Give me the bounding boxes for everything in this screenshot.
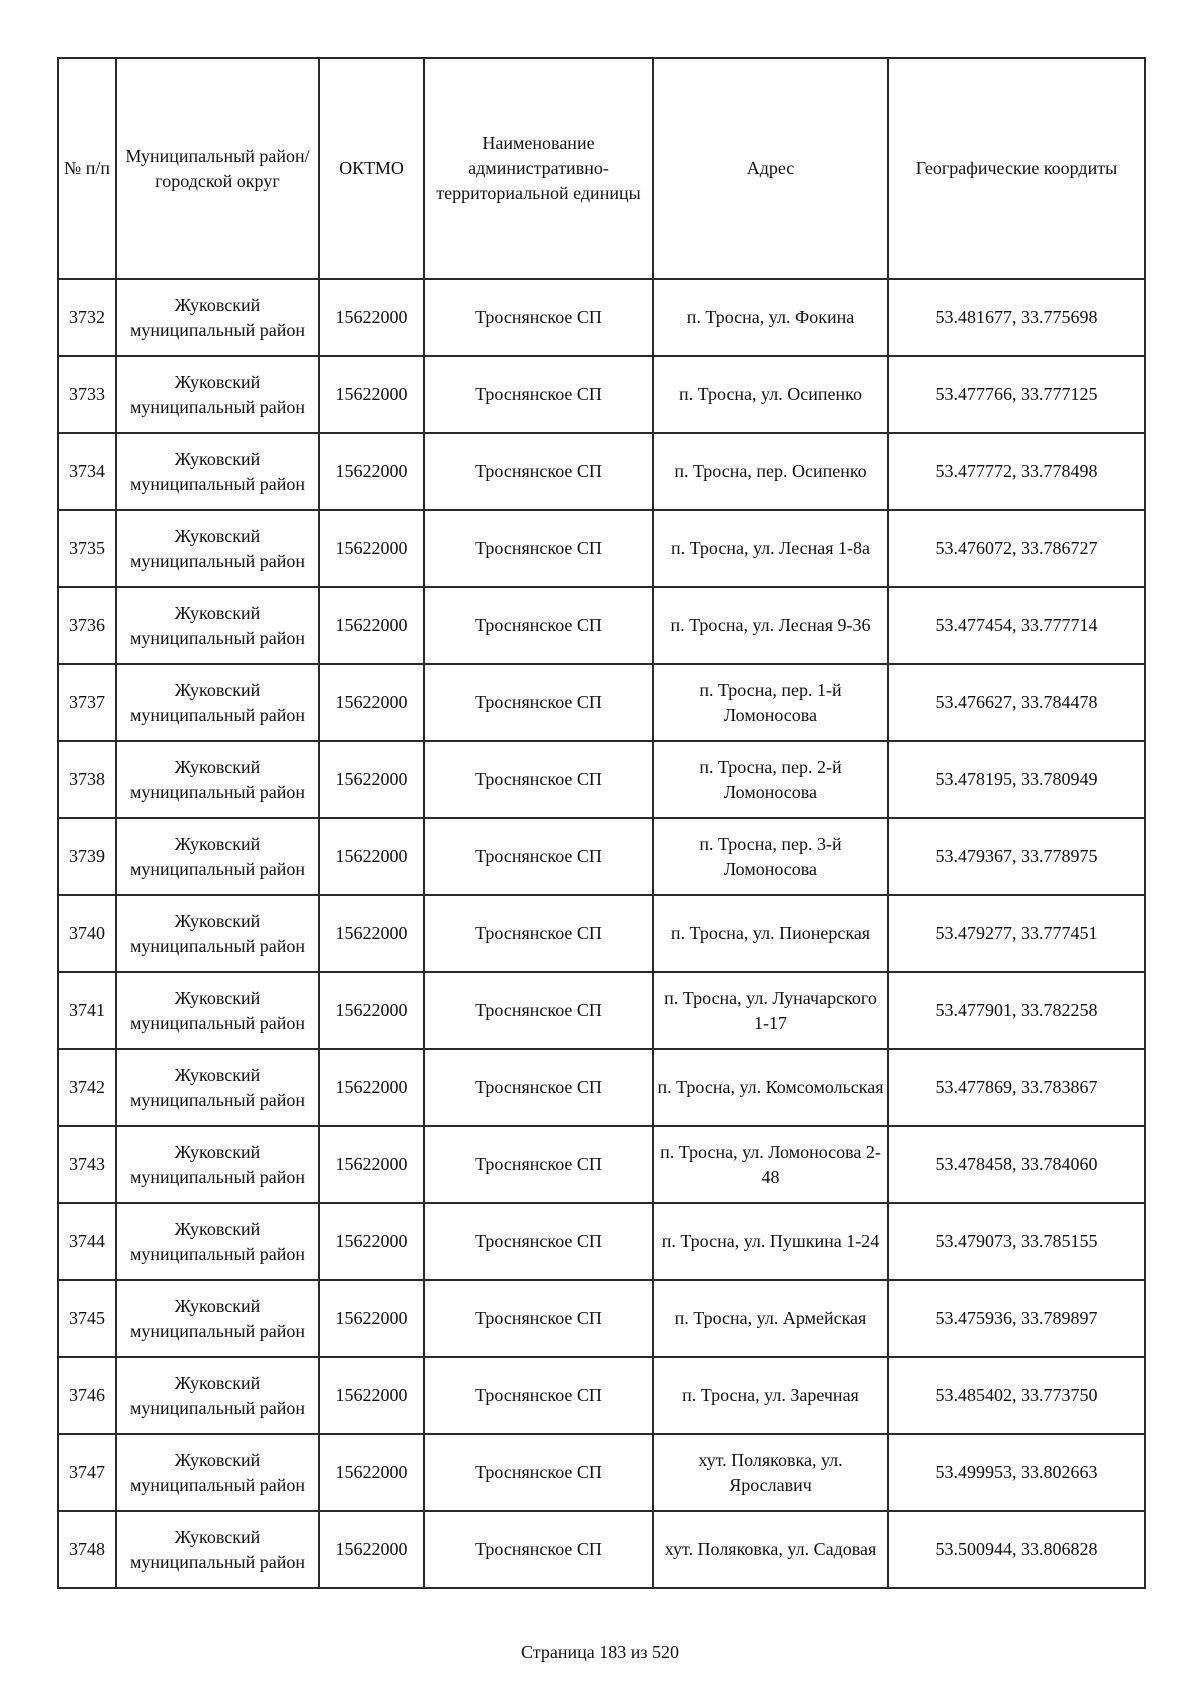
table-header xyxy=(58,58,1145,279)
cell-num: 3737 xyxy=(58,664,116,741)
cell-num: 3735 xyxy=(58,510,116,587)
header-coords: Географические коордиты xyxy=(888,58,1145,279)
cell-num: 3741 xyxy=(58,972,116,1049)
cell-district: Жуковский муниципальный район xyxy=(116,1357,319,1434)
cell-unit: Троснянское СП xyxy=(424,433,653,510)
header-num: № п/п xyxy=(58,58,116,279)
cell-num: 3748 xyxy=(58,1511,116,1588)
cell-num: 3732 xyxy=(58,279,116,356)
cell-unit: Троснянское СП xyxy=(424,741,653,818)
cell-address: п. Тросна, пер. Осипенко xyxy=(653,433,888,510)
cell-oktmo: 15622000 xyxy=(319,741,424,818)
cell-address: п. Тросна, ул. Фокина xyxy=(653,279,888,356)
cell-oktmo: 15622000 xyxy=(319,664,424,741)
cell-unit: Троснянское СП xyxy=(424,972,653,1049)
cell-oktmo: 15622000 xyxy=(319,1357,424,1434)
cell-district: Жуковский муниципальный район xyxy=(116,1434,319,1511)
cell-num: 3733 xyxy=(58,356,116,433)
cell-num: 3743 xyxy=(58,1126,116,1203)
cell-unit: Троснянское СП xyxy=(424,818,653,895)
header-unit: Наименование административно-территориальной единицы xyxy=(424,58,653,279)
table-row xyxy=(58,664,1145,741)
cell-coords: 53.478458, 33.784060 xyxy=(888,1126,1145,1203)
page-number: Страница 183 из 520 xyxy=(521,1642,679,1662)
header-district: Муниципальный район/городской округ xyxy=(116,58,319,279)
table-row xyxy=(58,433,1145,510)
cell-coords: 53.479367, 33.778975 xyxy=(888,818,1145,895)
header-oktmo: ОКТМО xyxy=(319,58,424,279)
cell-district: Жуковский муниципальный район xyxy=(116,1511,319,1588)
cell-unit: Троснянское СП xyxy=(424,895,653,972)
cell-unit: Троснянское СП xyxy=(424,356,653,433)
cell-coords: 53.479073, 33.785155 xyxy=(888,1203,1145,1280)
cell-num: 3736 xyxy=(58,587,116,664)
cell-oktmo: 15622000 xyxy=(319,279,424,356)
cell-coords: 53.477766, 33.777125 xyxy=(888,356,1145,433)
cell-district: Жуковский муниципальный район xyxy=(116,1049,319,1126)
header-address: Адрес xyxy=(653,58,888,279)
cell-district: Жуковский муниципальный район xyxy=(116,972,319,1049)
cell-oktmo: 15622000 xyxy=(319,587,424,664)
cell-oktmo: 15622000 xyxy=(319,1434,424,1511)
cell-district: Жуковский муниципальный район xyxy=(116,587,319,664)
cell-num: 3734 xyxy=(58,433,116,510)
table-row xyxy=(58,1203,1145,1280)
cell-address: п. Тросна, ул. Лесная 9-36 xyxy=(653,587,888,664)
cell-oktmo: 15622000 xyxy=(319,1511,424,1588)
table-row xyxy=(58,1049,1145,1126)
cell-address: п. Тросна, ул. Пушкина 1-24 xyxy=(653,1203,888,1280)
cell-address: хут. Поляковка, ул. Садовая xyxy=(653,1511,888,1588)
cell-unit: Троснянское СП xyxy=(424,279,653,356)
cell-district: Жуковский муниципальный район xyxy=(116,433,319,510)
addresses-table xyxy=(57,57,1146,1589)
table-row xyxy=(58,895,1145,972)
table-row xyxy=(58,1357,1145,1434)
table-row xyxy=(58,587,1145,664)
cell-district: Жуковский муниципальный район xyxy=(116,818,319,895)
cell-oktmo: 15622000 xyxy=(319,1280,424,1357)
cell-num: 3747 xyxy=(58,1434,116,1511)
cell-unit: Троснянское СП xyxy=(424,1049,653,1126)
cell-unit: Троснянское СП xyxy=(424,1357,653,1434)
header-row xyxy=(58,58,1145,279)
cell-coords: 53.477772, 33.778498 xyxy=(888,433,1145,510)
cell-coords: 53.476627, 33.784478 xyxy=(888,664,1145,741)
cell-address: п. Тросна, пер. 2-й Ломоносова xyxy=(653,741,888,818)
cell-address: п. Тросна, пер. 3-й Ломоносова xyxy=(653,818,888,895)
cell-unit: Троснянское СП xyxy=(424,664,653,741)
cell-coords: 53.477901, 33.782258 xyxy=(888,972,1145,1049)
cell-coords: 53.499953, 33.802663 xyxy=(888,1434,1145,1511)
cell-district: Жуковский муниципальный район xyxy=(116,510,319,587)
table-row xyxy=(58,1126,1145,1203)
cell-address: п. Тросна, ул. Ломоносова 2-48 xyxy=(653,1126,888,1203)
cell-address: п. Тросна, ул. Заречная xyxy=(653,1357,888,1434)
cell-unit: Троснянское СП xyxy=(424,1203,653,1280)
cell-unit: Троснянское СП xyxy=(424,1280,653,1357)
cell-oktmo: 15622000 xyxy=(319,510,424,587)
cell-oktmo: 15622000 xyxy=(319,895,424,972)
table-body xyxy=(58,279,1145,1588)
cell-coords: 53.485402, 33.773750 xyxy=(888,1357,1145,1434)
cell-coords: 53.475936, 33.789897 xyxy=(888,1280,1145,1357)
table-row xyxy=(58,510,1145,587)
cell-coords: 53.476072, 33.786727 xyxy=(888,510,1145,587)
cell-unit: Троснянское СП xyxy=(424,587,653,664)
cell-oktmo: 15622000 xyxy=(319,356,424,433)
table-row xyxy=(58,1511,1145,1588)
cell-coords: 53.481677, 33.775698 xyxy=(888,279,1145,356)
cell-address: хут. Поляковка, ул. Ярославич xyxy=(653,1434,888,1511)
cell-district: Жуковский муниципальный район xyxy=(116,1203,319,1280)
cell-num: 3745 xyxy=(58,1280,116,1357)
table-row xyxy=(58,818,1145,895)
table-row xyxy=(58,1280,1145,1357)
cell-oktmo: 15622000 xyxy=(319,433,424,510)
cell-num: 3742 xyxy=(58,1049,116,1126)
table-row xyxy=(58,972,1145,1049)
cell-district: Жуковский муниципальный район xyxy=(116,1280,319,1357)
table-row xyxy=(58,279,1145,356)
cell-district: Жуковский муниципальный район xyxy=(116,664,319,741)
cell-address: п. Тросна, ул. Комсомольская xyxy=(653,1049,888,1126)
cell-unit: Троснянское СП xyxy=(424,1511,653,1588)
cell-address: п. Тросна, ул. Лесная 1-8а xyxy=(653,510,888,587)
cell-address: п. Тросна, ул. Армейская xyxy=(653,1280,888,1357)
cell-oktmo: 15622000 xyxy=(319,1049,424,1126)
cell-district: Жуковский муниципальный район xyxy=(116,741,319,818)
cell-oktmo: 15622000 xyxy=(319,818,424,895)
cell-address: п. Тросна, ул. Осипенко xyxy=(653,356,888,433)
cell-num: 3740 xyxy=(58,895,116,972)
cell-num: 3738 xyxy=(58,741,116,818)
cell-oktmo: 15622000 xyxy=(319,1203,424,1280)
cell-district: Жуковский муниципальный район xyxy=(116,1126,319,1203)
cell-num: 3739 xyxy=(58,818,116,895)
cell-unit: Троснянское СП xyxy=(424,1126,653,1203)
cell-coords: 53.477869, 33.783867 xyxy=(888,1049,1145,1126)
cell-coords: 53.478195, 33.780949 xyxy=(888,741,1145,818)
table-row xyxy=(58,1434,1145,1511)
cell-unit: Троснянское СП xyxy=(424,510,653,587)
cell-district: Жуковский муниципальный район xyxy=(116,279,319,356)
cell-num: 3744 xyxy=(58,1203,116,1280)
cell-coords: 53.477454, 33.777714 xyxy=(888,587,1145,664)
cell-district: Жуковский муниципальный район xyxy=(116,356,319,433)
cell-address: п. Тросна, ул. Пионерская xyxy=(653,895,888,972)
table-row xyxy=(58,356,1145,433)
table-row xyxy=(58,741,1145,818)
cell-address: п. Тросна, пер. 1-й Ломоносова xyxy=(653,664,888,741)
cell-coords: 53.479277, 33.777451 xyxy=(888,895,1145,972)
cell-coords: 53.500944, 33.806828 xyxy=(888,1511,1145,1588)
cell-oktmo: 15622000 xyxy=(319,972,424,1049)
cell-unit: Троснянское СП xyxy=(424,1434,653,1511)
cell-num: 3746 xyxy=(58,1357,116,1434)
cell-oktmo: 15622000 xyxy=(319,1126,424,1203)
cell-district: Жуковский муниципальный район xyxy=(116,895,319,972)
cell-address: п. Тросна, ул. Луначарского 1-17 xyxy=(653,972,888,1049)
